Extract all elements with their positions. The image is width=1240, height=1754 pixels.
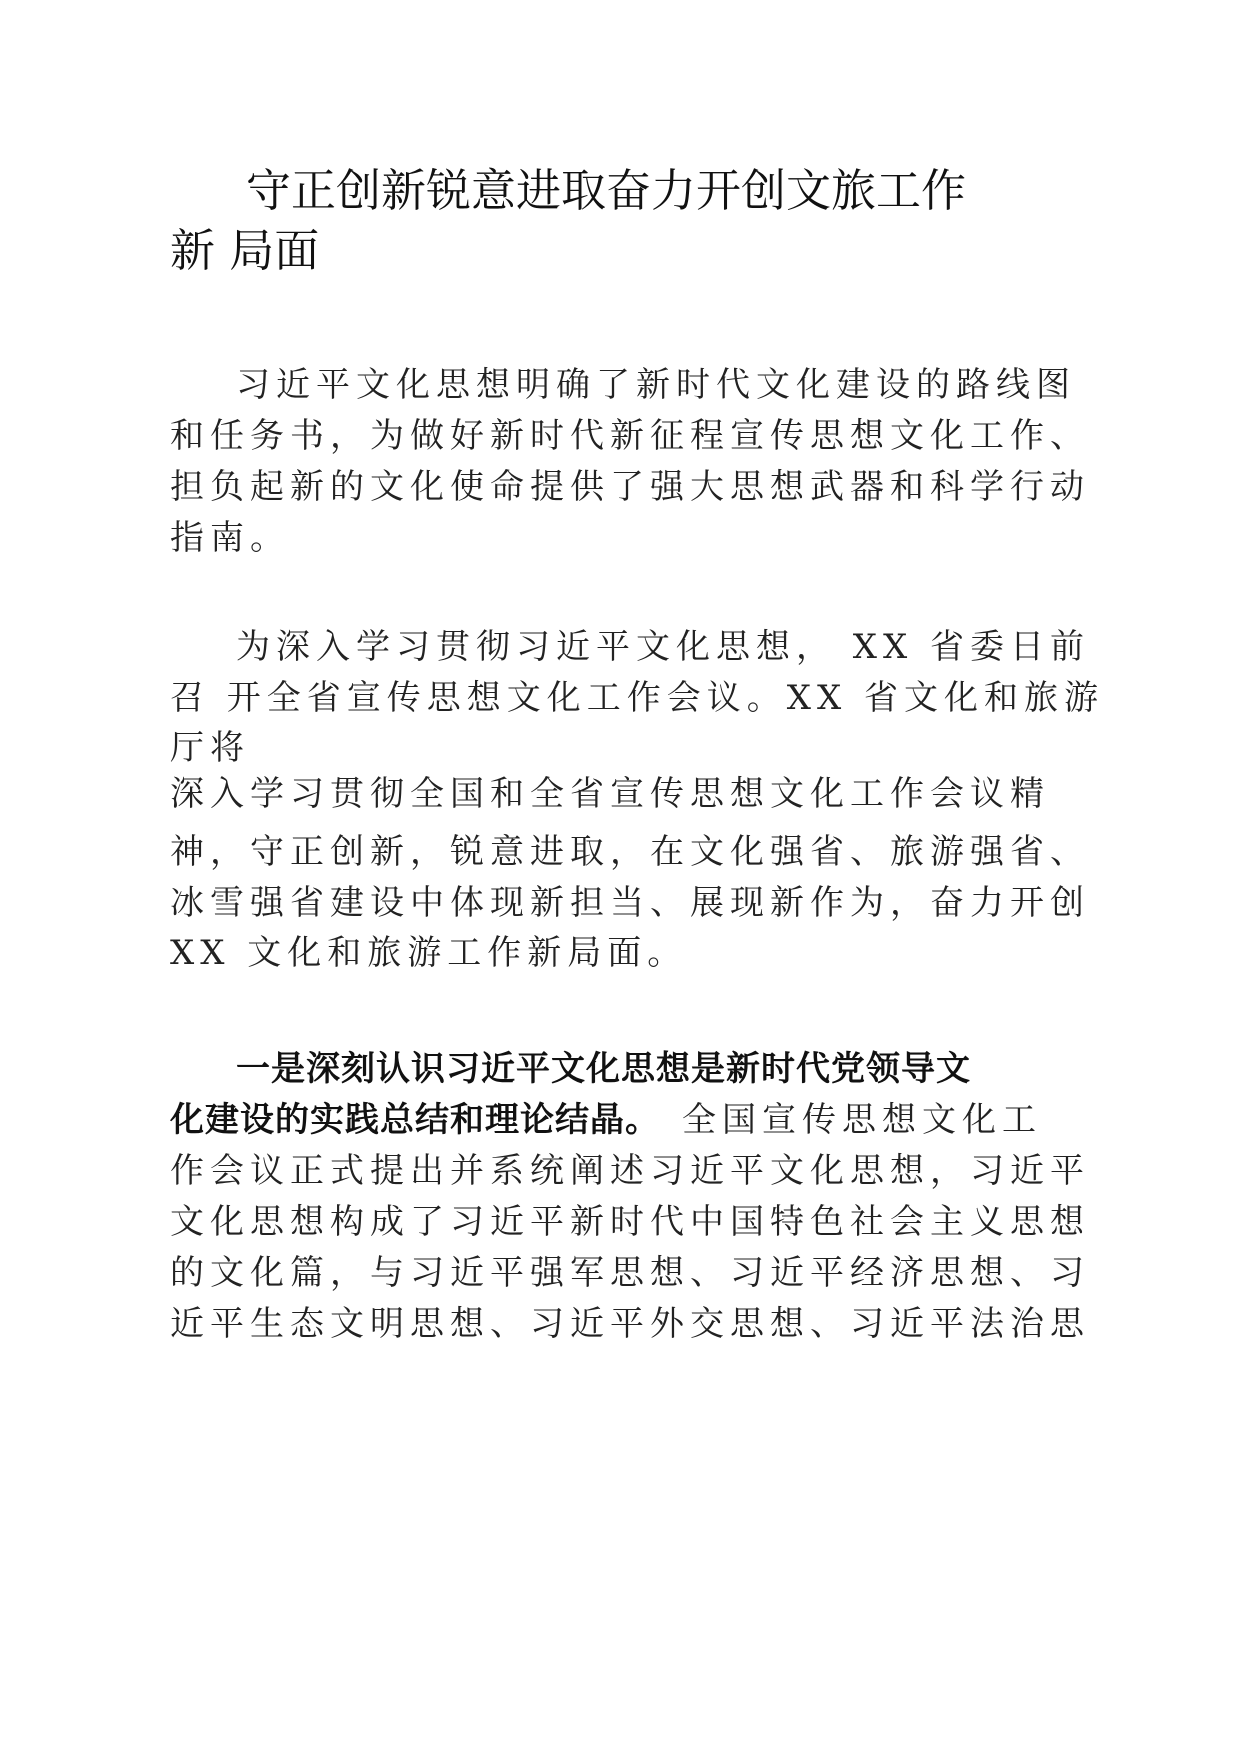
paragraph-3-bold-line-2: 化建设的实践总结和理论结晶。 — [170, 1100, 660, 1140]
paragraph-3-line-3: 作会议正式提出并系统阐述习近平文化思想，习近平 — [170, 1151, 1090, 1191]
paragraph-2-line-2: 召 开全省宣传思想文化工作会议。XX 省文化和旅游 — [170, 678, 1105, 718]
paragraph-2-line-6: 冰雪强省建设中体现新担当、展现新作为，奋力开创 — [170, 883, 1090, 923]
paragraph-3-line-4: 文化思想构成了习近平新时代中国特色社会主义思想 — [170, 1202, 1090, 1242]
paragraph-1-line-1: 习近平文化思想明确了新时代文化建设的路线图 — [236, 365, 1076, 405]
paragraph-1-line-4: 指南。 — [170, 518, 290, 558]
title-line-1: 守正创新锐意进取奋力开创文旅工作 — [246, 164, 967, 217]
paragraph-2-line-4: 深入学习贯彻全国和全省宣传思想文化工作会议精 — [170, 774, 1050, 814]
paragraph-3-line-5: 的文化篇，与习近平强军思想、习近平经济思想、习 — [170, 1253, 1090, 1293]
paragraph-3-line-2-rest: 全国宣传思想文化工 — [682, 1100, 1042, 1140]
paragraph-3-bold-line-1: 一是深刻认识习近平文化思想是新时代党领导文 — [236, 1049, 971, 1089]
paragraph-2-line-1: 为深入学习贯彻习近平文化思想， XX 省委日前 — [236, 627, 1091, 667]
title-line-2: 新 局面 — [170, 224, 320, 277]
paragraph-1-line-3: 担负起新的文化使命提供了强大思想武器和科学行动 — [170, 467, 1090, 507]
paragraph-3-line-6: 近平生态文明思想、习近平外交思想、习近平法治思 — [170, 1304, 1090, 1344]
paragraph-2-line-5: 神，守正创新，锐意进取，在文化强省、旅游强省、 — [170, 832, 1090, 872]
paragraph-1-line-2: 和任务书，为做好新时代新征程宣传思想文化工作、 — [170, 416, 1090, 456]
paragraph-3-line-2 — [170, 1100, 1042, 1140]
paragraph-2-line-3: 厅将 — [170, 728, 250, 768]
paragraph-2-line-7: XX 文化和旅游工作新局面。 — [170, 933, 688, 973]
